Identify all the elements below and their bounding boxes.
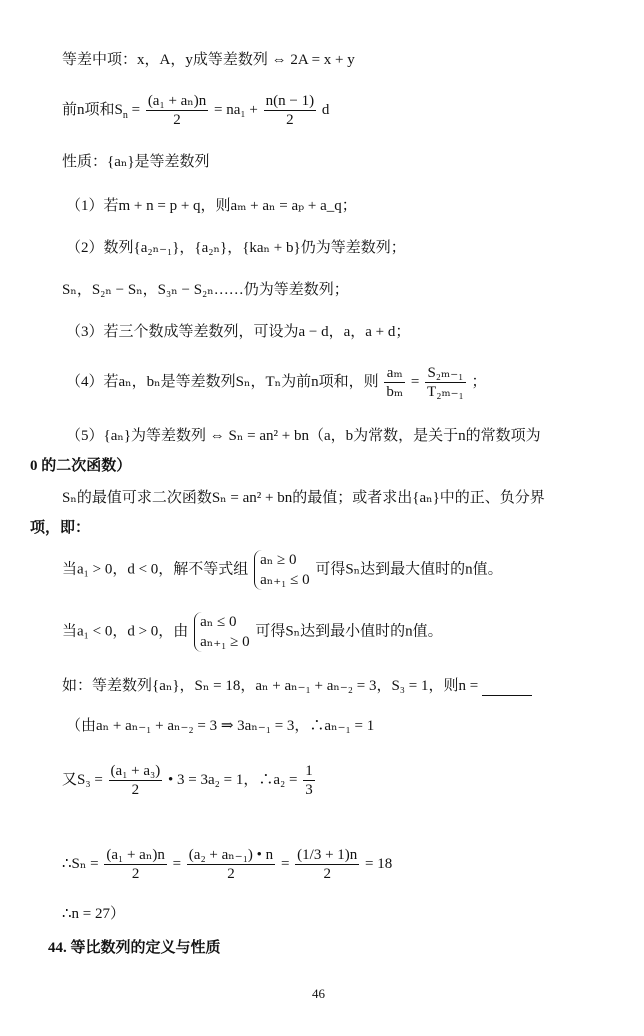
line-case-max — [62, 550, 503, 590]
case-min-ineq-1: aₙ ≤ 0 — [200, 614, 237, 630]
line-prop-1: （1）若m + n = p + q，则aₘ + aₙ = aₚ + a_q； — [66, 198, 357, 214]
sol3-f3-den: 2 — [323, 866, 331, 882]
answer-blank[interactable] — [482, 681, 532, 696]
sol2-f2-num: 1 — [305, 763, 313, 779]
case-max-system — [254, 550, 310, 590]
line-solution-4: ∴n = 27） — [62, 906, 126, 922]
line-example — [62, 676, 532, 696]
sol2-mid: • 3 = 3a₂ = 1，∴a₂ = — [168, 771, 302, 788]
prop4-f2-den: T₂ₘ₋₁ — [427, 384, 464, 400]
sol3-f3-num: (1/3 + 1)n — [297, 847, 358, 863]
line-prop-2b: Sₙ，S₂ₙ − Sₙ，S₃ₙ − S₂ₙ……仍为等差数列； — [62, 282, 349, 298]
line-prop-4 — [66, 364, 487, 401]
case-max-ineq-2: aₙ₊₁ ≤ 0 — [260, 572, 310, 588]
line-prop-2: （2）数列{a₂ₙ₋₁}，{a₂ₙ}，{kaₙ + b}仍为等差数列； — [66, 240, 406, 256]
prop4-end: ； — [471, 373, 487, 390]
sol2-f1-den: 2 — [131, 782, 140, 798]
sol3-f1-den: 2 — [131, 866, 140, 882]
sol3-f1-num: (a₁ + aₙ)n — [106, 847, 165, 863]
sum-eq: = — [127, 101, 144, 118]
prop4-f1-num: aₘ — [384, 364, 405, 383]
sum-fraction-2 — [264, 92, 316, 129]
section-heading-44: 44. 等比数列的定义与性质 — [48, 940, 221, 956]
sol3-eq-1: = — [172, 855, 185, 872]
line-arith-mean: 等差中项：x，A，y成等差数列 ⇔ 2A = x + y — [62, 52, 355, 68]
sol2-fraction-2 — [303, 762, 315, 799]
sum-sub: n — [122, 109, 128, 121]
case-min-ineq-2: aₙ₊₁ ≥ 0 — [200, 634, 250, 650]
sol3-fraction-1 — [104, 846, 166, 883]
line-boundary: 项，即： — [30, 520, 91, 536]
page-number: 46 — [312, 986, 325, 1001]
sol2-text: 又S₃ = — [62, 771, 107, 788]
sum-f1-num: (a₁ + aₙ)n — [147, 93, 207, 109]
sol2-f2-den: 3 — [305, 782, 313, 798]
case-max-result: 可得Sₙ达到最大值时的n值。 — [315, 561, 503, 578]
sum-f2-den: 2 — [286, 112, 294, 128]
prop4-eq: = — [410, 373, 424, 390]
case-min-system — [194, 612, 250, 652]
line-extremum: Sₙ的最值可求二次函数Sₙ = an² + bn的最值；或者求出{aₙ}中的正、负分界 — [62, 490, 545, 506]
line-case-min — [62, 612, 443, 652]
case-max-text: 当a₁ > 0，d < 0，解不等式组 — [62, 561, 249, 578]
line-prop-3: （3）若三个数成等差数列，可设为a − d，a，a + d； — [66, 324, 411, 340]
sol3-end: = 18 — [365, 855, 393, 872]
line-solution-3 — [62, 846, 392, 883]
line-sum-formula — [62, 92, 329, 129]
case-min-result: 可得Sₙ达到最小值时的n值。 — [255, 623, 443, 640]
sum-mid: = na₁ + — [214, 101, 262, 118]
prop4-fraction-2 — [425, 364, 466, 401]
sum-d: d — [321, 101, 330, 118]
line-properties: 性质：{aₙ}是等差数列 — [62, 154, 210, 170]
case-min-text: 当a₁ < 0，d > 0，由 — [62, 623, 189, 640]
sol2-fraction-1 — [109, 762, 163, 799]
sum-label: 前n项和S — [62, 101, 123, 118]
sol2-f1-num: (a₁ + a₃) — [110, 763, 161, 779]
line-solution-1: （由aₙ + aₙ₋₁ + aₙ₋₂ = 3 ⇒ 3aₙ₋₁ = 3，∴aₙ₋₁ = 1 — [66, 718, 375, 734]
sol3-text: ∴Sₙ = — [62, 855, 103, 872]
sum-f2-num: n(n − 1) — [265, 93, 315, 109]
prop4-fraction-1 — [384, 364, 405, 401]
sol3-fraction-2 — [187, 846, 275, 883]
sol3-eq-2: = — [280, 855, 294, 872]
sol3-fraction-3 — [295, 846, 359, 883]
line-prop-5: （5）{aₙ}为等差数列 ⇔ Sₙ = an² + bn（a，b为常数，是关于n的常数项为 — [66, 428, 541, 444]
prop4-f1-den: bₘ — [386, 384, 404, 400]
line-solution-2 — [62, 762, 317, 799]
sol3-f2-den: 2 — [227, 866, 235, 882]
prop4-text: （4）若aₙ，bₙ是等差数列Sₙ，Tₙ为前n项和，则 — [66, 373, 379, 390]
sum-fraction-1 — [146, 92, 208, 129]
prop4-f2-num: S₂ₘ₋₁ — [425, 364, 466, 383]
example-text: 如：等差数列{aₙ}，Sₙ = 18，aₙ + aₙ₋₁ + aₙ₋₂ = 3，S₃ = 1，则n = — [62, 678, 482, 694]
sum-f1-den: 2 — [173, 112, 181, 128]
case-max-ineq-1: aₙ ≥ 0 — [260, 552, 297, 568]
line-quadratic: 0 的二次函数） — [30, 458, 132, 474]
sol3-f2-num: (a₂ + aₙ₋₁) • n — [188, 847, 274, 863]
